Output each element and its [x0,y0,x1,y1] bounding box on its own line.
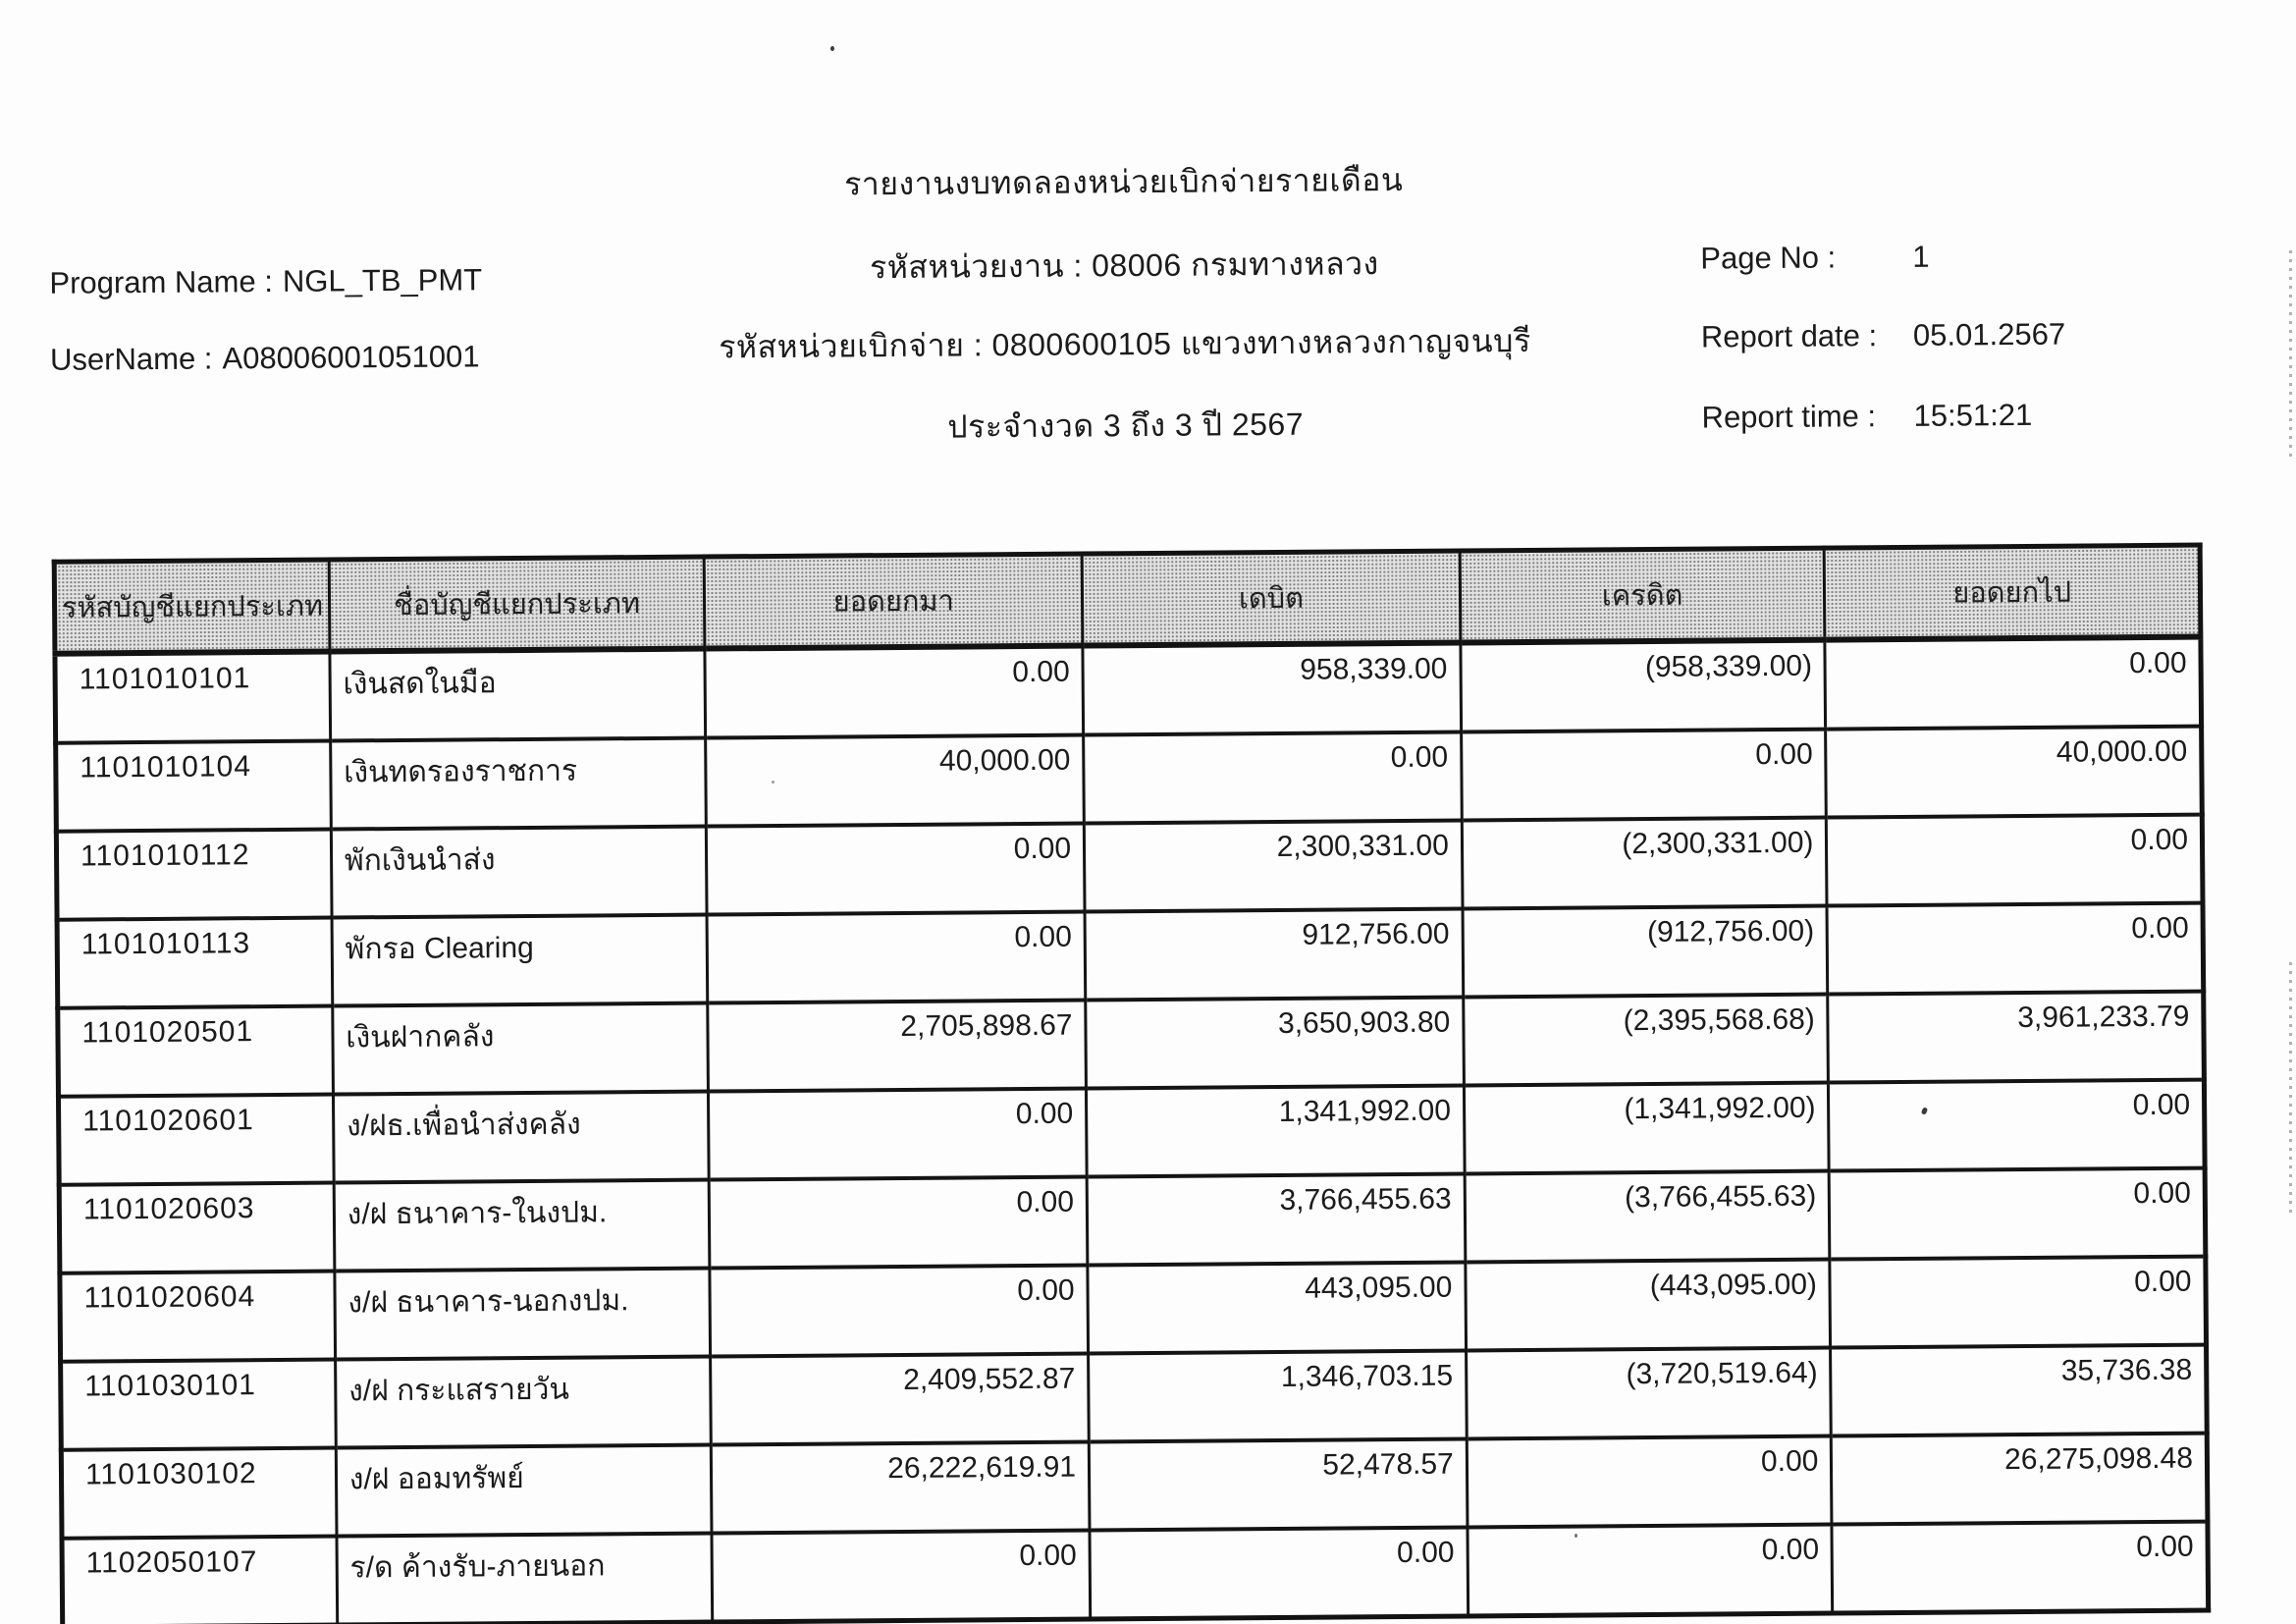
account-code-cell: 1101020604 [60,1272,335,1362]
table-row [55,637,2202,743]
col-header-closing-balance: ยอดยกไป [1825,545,2201,640]
table-row [56,815,2203,920]
debit-cell: 958,339.00 [1083,642,1461,734]
account-code-cell: 1101020603 [59,1183,334,1273]
report-time-line [1701,396,2290,436]
table-row [61,1434,2208,1539]
account-code-cell: 1101010113 [57,918,332,1008]
account-code-cell: 1101010101 [55,652,331,743]
closing-balance-cell: 26,275,098.48 [1832,1434,2208,1525]
agency-code-line: รหัสหน่วยงาน : 08006 กรมทางหลวง [869,245,1379,286]
credit-cell: 0.00 [1467,1436,1832,1528]
account-name-cell: ง/ฝ ออมทรัพย์ [336,1445,712,1537]
page-no-value: 1 [1912,239,1930,274]
opening-balance-cell: 0.00 [709,1089,1087,1180]
closing-balance-cell: 3,961,233.79 [1828,992,2204,1083]
credit-cell: (3,720,519.64) [1466,1348,1831,1439]
account-name-cell: ง/ฝ ธนาคาร-ในงปม. [334,1180,710,1272]
closing-balance-cell: 40,000.00 [1826,727,2202,818]
account-code-cell: 1101020501 [58,1006,333,1097]
closing-balance-cell: 0.00 [1829,1080,2205,1171]
closing-balance-cell: 0.00 [1832,1522,2208,1614]
credit-cell: (1,341,992.00) [1464,1083,1829,1174]
account-name-cell: เงินฝากคลัง [333,1003,709,1095]
account-code-cell: 1101010112 [56,830,331,920]
account-name-cell: ง/ฝ กระแสรายวัน [335,1357,711,1448]
debit-cell: 443,095.00 [1088,1262,1466,1353]
account-code-cell: 1101020601 [58,1095,333,1185]
account-name-cell: พักเงินนำส่ง [331,827,707,918]
period-line: ประจำงวด 3 ถึง 3 ปี 2567 [947,406,1305,445]
credit-cell: 0.00 [1461,730,1826,821]
scan-speck [772,781,774,784]
table-row [61,1345,2208,1450]
scan-edge-artifact [2289,962,2292,1218]
debit-cell: 0.00 [1090,1527,1468,1619]
credit-cell: (3,766,455.63) [1465,1171,1830,1263]
debit-cell: 52,478.57 [1089,1438,1467,1530]
opening-balance-cell: 0.00 [710,1265,1088,1356]
username-label: UserName : [49,341,213,377]
username-line [50,339,480,377]
credit-cell: 0.00 [1468,1525,1833,1616]
table-header-row [54,545,2201,654]
credit-cell: (958,339.00) [1461,640,1826,732]
debit-cell: 1,346,703.15 [1089,1350,1467,1441]
closing-balance-cell: 35,736.38 [1831,1345,2207,1436]
disbursement-unit-line: รหัสหน่วยเบิกจ่าย : 0800600105 แขวงทางหลวงกาญจนบุรี [719,322,1531,365]
account-name-cell: ง/ฝ ธนาคาร-นอกงปม. [335,1269,711,1360]
account-code-cell: 1102050107 [62,1537,337,1624]
debit-cell: 912,756.00 [1085,908,1463,1000]
account-code-cell: 1101010104 [56,741,331,832]
table-row [58,1080,2205,1185]
account-name-cell: เงินสดในมือ [330,649,706,741]
account-code-cell: 1101030101 [61,1360,336,1450]
table-row [57,903,2204,1008]
account-code-cell: 1101030102 [61,1448,336,1539]
opening-balance-cell: 0.00 [705,646,1083,738]
report-date-label: Report date : [1700,318,1878,354]
closing-balance-cell: 0.00 [1827,815,2203,906]
scan-speck [830,46,834,51]
col-header-debit: เดบิต [1082,551,1460,646]
account-name-cell: พักรอ Clearing [332,915,708,1006]
table-row [58,992,2205,1097]
program-name-line [49,262,482,300]
closing-balance-cell: 0.00 [1825,637,2201,730]
debit-cell: 3,766,455.63 [1087,1173,1465,1265]
opening-balance-cell: 0.00 [712,1530,1090,1622]
opening-balance-cell: 0.00 [707,824,1085,915]
opening-balance-cell: 0.00 [707,912,1085,1003]
table-row [60,1257,2207,1362]
debit-cell: 1,341,992.00 [1087,1085,1465,1176]
col-header-account-code: รหัสบัญชีแยกประเภท [54,560,330,654]
account-name-cell: ร/ด ค้างรับ-ภายนอก [337,1534,713,1624]
col-header-opening-balance: ยอดยกมา [705,554,1083,649]
debit-cell: 0.00 [1084,731,1462,823]
debit-cell: 2,300,331.00 [1084,820,1462,911]
scan-edge-artifact [2289,250,2292,457]
closing-balance-cell: 0.00 [1827,903,2203,995]
program-name-value: NGL_TB_PMT [282,262,483,298]
opening-balance-cell: 0.00 [710,1176,1088,1268]
report-title: รายงานงบทดลองหน่วยเบิกจ่ายรายเดือน [843,161,1404,202]
table-row [62,1522,2209,1624]
page-no-line [1700,237,2289,277]
debit-cell: 3,650,903.80 [1086,997,1464,1088]
opening-balance-cell: 2,409,552.87 [711,1353,1089,1444]
credit-cell: (443,095.00) [1466,1260,1831,1351]
credit-cell: (912,756.00) [1463,906,1828,998]
credit-cell: (2,300,331.00) [1462,818,1827,909]
trial-balance-table [52,543,2211,1624]
closing-balance-cell: 0.00 [1830,1257,2206,1348]
program-name-label: Program Name : [49,263,274,300]
report-date-line [1701,315,2290,355]
report-date-value: 05.01.2567 [1912,316,2066,352]
report-time-label: Report time : [1701,399,1877,435]
table-row [56,727,2203,832]
opening-balance-cell: 40,000.00 [706,735,1084,827]
col-header-account-name: ชื่อบัญชีแยกประเภท [329,557,705,652]
opening-balance-cell: 2,705,898.67 [708,1001,1086,1092]
account-name-cell: เงินทดรองราชการ [330,738,706,830]
closing-balance-cell: 0.00 [1830,1168,2206,1260]
report-time-value: 15:51:21 [1913,397,2033,433]
credit-cell: (2,395,568.68) [1464,995,1829,1086]
table-row [59,1168,2206,1273]
account-name-cell: ง/ฝธ.เพื่อนำส่งคลัง [333,1092,709,1183]
col-header-credit: เครดิต [1460,548,1825,642]
scan-speck [1575,1534,1577,1538]
username-value: A08006001051001 [222,339,480,376]
opening-balance-cell: 26,222,619.91 [712,1441,1090,1533]
page-no-label: Page No : [1700,240,1837,276]
